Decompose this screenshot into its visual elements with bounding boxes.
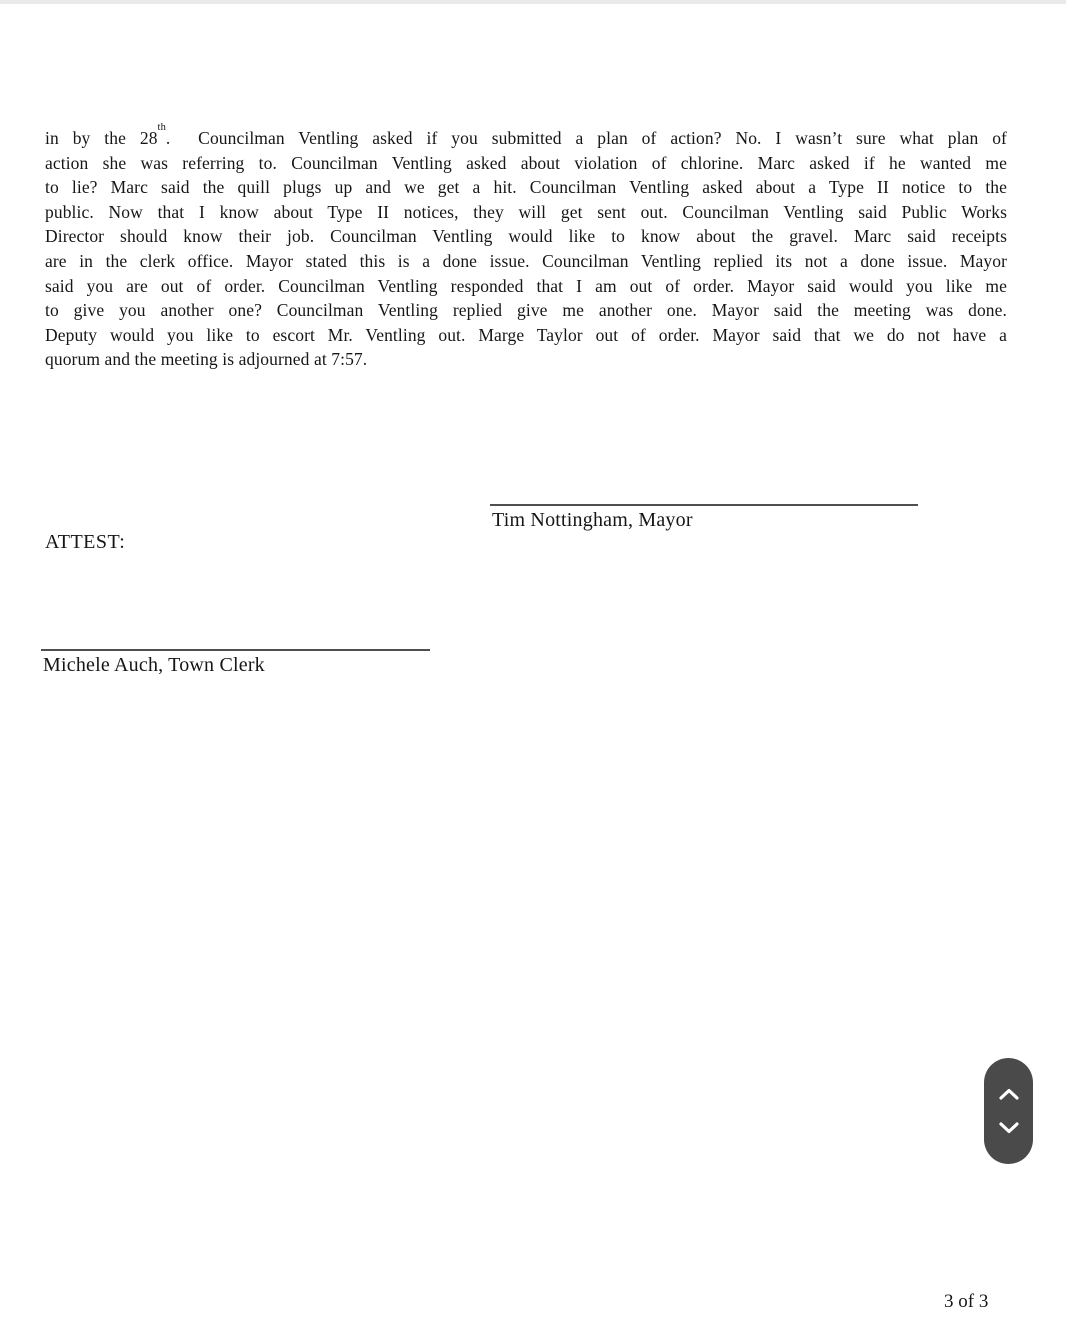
scroll-controls xyxy=(984,1058,1033,1164)
scroll-down-button[interactable] xyxy=(984,1117,1033,1139)
page-number: 3 of 3 xyxy=(944,1291,989,1312)
minutes-paragraph xyxy=(45,122,1007,372)
attest-label: ATTEST: xyxy=(45,531,126,553)
clerk-signature-line xyxy=(41,649,430,651)
paragraph-line-text: . Councilman Ventling asked if you submitted a plan of action? No. I wasn’t sure what plan of xyxy=(165,128,1007,148)
paragraph-line: action she was referring to. Councilman Ventling asked about violation of chlorine. Marc asked if he wanted me xyxy=(45,152,1007,173)
paragraph-line: are in the clerk office. Mayor stated this is a done issue. Councilman Ventling replied its not a done issue. Mayor xyxy=(45,250,1007,271)
paragraph-line: quorum and the meeting is adjourned at 7:57. xyxy=(45,349,368,370)
mayor-signature-line xyxy=(490,504,918,506)
paragraph-line: to give you another one? Councilman Ventling replied give me another one. Mayor said the meeting was done. xyxy=(45,300,1007,321)
chevron-up-icon xyxy=(998,1087,1020,1101)
paragraph-lines xyxy=(45,151,1007,372)
viewer-top-edge xyxy=(0,0,1066,4)
ordinal-superscript: th xyxy=(157,122,166,134)
paragraph-line: said you are out of order. Councilman Ventling responded that I am out of order. Mayor said would you like me xyxy=(45,275,1007,296)
paragraph-line: Deputy would you like to escort Mr. Ventling out. Marge Taylor out of order. Mayor said that we do not have a xyxy=(45,324,1007,345)
mayor-signature-block xyxy=(490,504,918,532)
scroll-up-button[interactable] xyxy=(984,1083,1033,1105)
paragraph-line-text: in by the 28 xyxy=(45,128,158,148)
paragraph-line: to lie? Marc said the quill plugs up and we get a hit. Councilman Ventling asked about a Type II notice to the xyxy=(45,177,1007,198)
paragraph-line: public. Now that I know about Type II notices, they will get sent out. Councilman Ventling said Public Works xyxy=(45,201,1007,222)
chevron-down-icon xyxy=(998,1121,1020,1135)
paragraph-line xyxy=(45,122,1007,151)
clerk-signature-label: Michele Auch, Town Clerk xyxy=(43,654,265,676)
clerk-signature-block xyxy=(41,649,430,677)
paragraph-line: Director should know their job. Councilman Ventling would like to know about the gravel. Marc said receipts xyxy=(45,226,1007,247)
mayor-signature-label: Tim Nottingham, Mayor xyxy=(492,509,693,531)
